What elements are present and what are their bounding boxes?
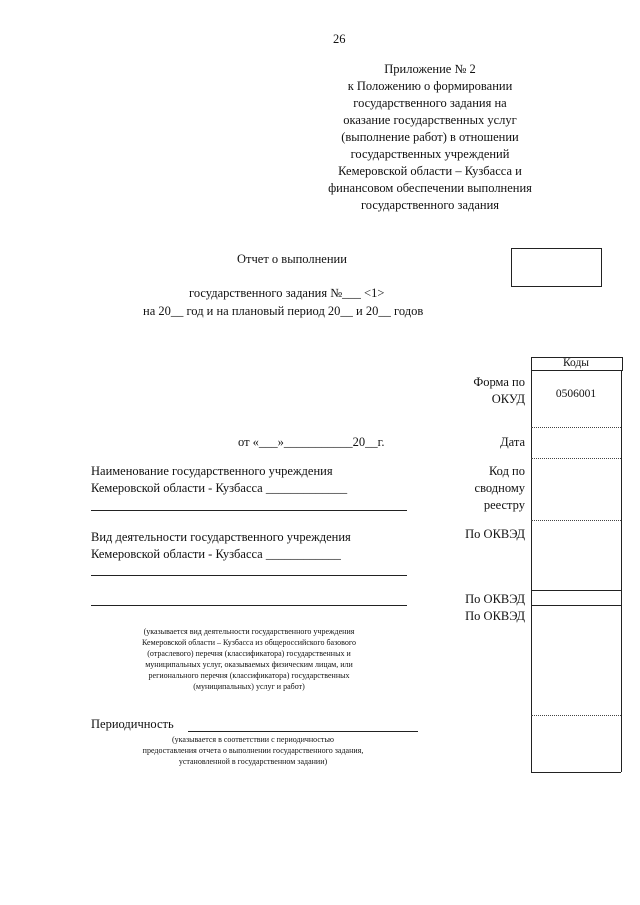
okved-label: По ОКВЭД: [465, 609, 525, 623]
activity-field: Кемеровской области - Кузбасса ____________: [91, 547, 341, 561]
report-title-period: на 20__ год и на плановый период 20__ и 20__ годов: [143, 304, 424, 318]
activity-label: Вид деятельности государственного учреждения: [91, 530, 351, 544]
report-title: Отчет о выполнении: [237, 252, 347, 266]
institution-name-underline: [91, 510, 407, 511]
activity-underline-2: [91, 605, 407, 606]
registry-label-line3: реестру: [483, 498, 525, 512]
appendix-line: Приложение № 2: [384, 62, 476, 76]
date-label: Дата: [500, 435, 525, 449]
report-title-number: государственного задания №___ <1>: [189, 286, 385, 300]
appendix-line: Кемеровской области – Кузбасса и: [338, 164, 522, 178]
top-right-box: [511, 248, 602, 287]
appendix-line: (выполнение работ) в отношении: [341, 130, 519, 144]
codes-header: Коды: [562, 357, 590, 369]
appendix-line: государственного задания на: [353, 96, 507, 110]
institution-name-field: Кемеровской области - Кузбасса _____________: [91, 481, 348, 495]
registry-label-line1: Код по: [488, 464, 525, 478]
appendix-line: оказание государственных услуг: [343, 113, 517, 127]
okved-label: По ОКВЭД: [465, 527, 525, 541]
periodicity-underline: [188, 731, 418, 732]
okud-label-line2: ОКУД: [491, 392, 525, 406]
date-field: от «___»___________20__г.: [238, 435, 385, 449]
appendix-line: к Положению о формировании: [347, 79, 513, 93]
appendix-line: государственного задания: [360, 198, 500, 212]
okud-value: 0506001: [555, 388, 597, 400]
periodicity-label: Периодичность: [91, 717, 174, 731]
okud-label-line1: Форма по: [473, 375, 525, 389]
registry-label-line2: сводному: [474, 481, 525, 495]
page-number: 26: [333, 32, 346, 46]
institution-name-label: Наименование государственного учреждения: [91, 464, 333, 478]
okved-label: По ОКВЭД: [465, 592, 525, 606]
appendix-line: государственных учреждений: [350, 147, 510, 161]
appendix-line: финансовом обеспечении выполнения: [328, 181, 532, 195]
activity-underline: [91, 575, 407, 576]
